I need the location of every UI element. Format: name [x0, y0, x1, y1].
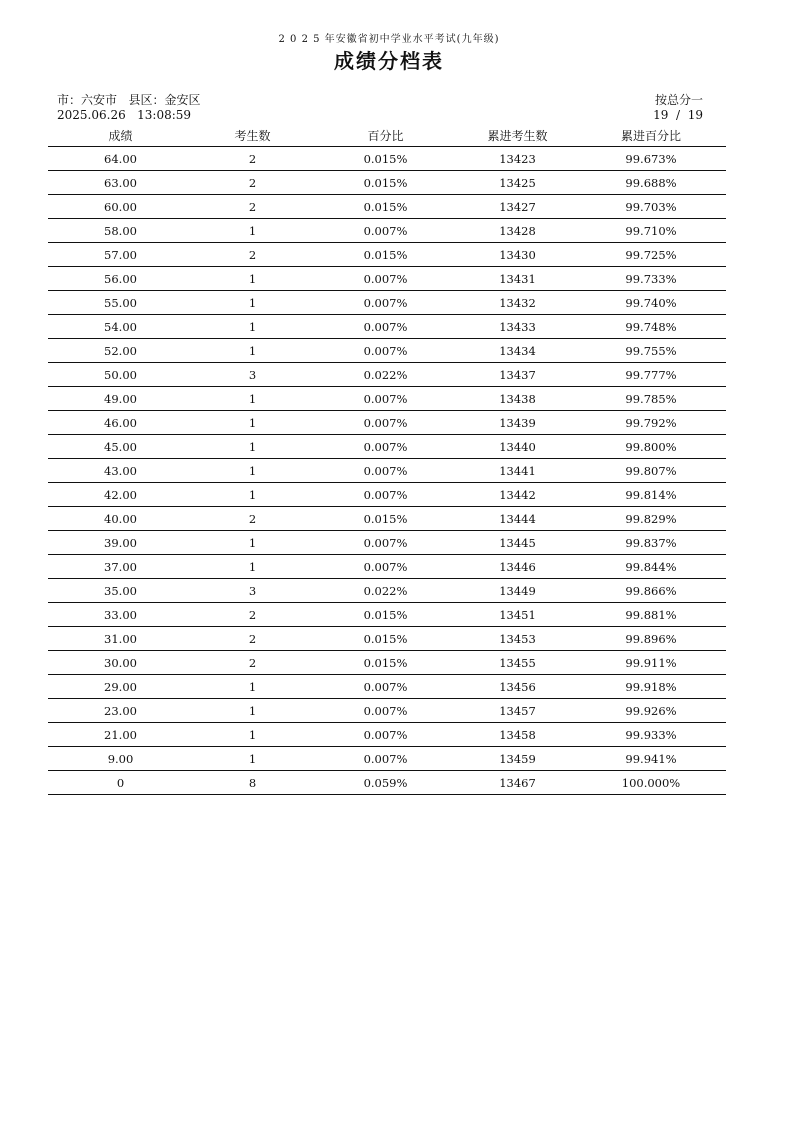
cumulative-count-cell: 13437 [459, 363, 576, 387]
percent-cell: 0.015% [312, 171, 459, 195]
cumulative-count-cell: 13445 [459, 531, 576, 555]
count-cell: 1 [193, 723, 312, 747]
score-cell: 23.00 [48, 699, 193, 723]
count-cell: 1 [193, 387, 312, 411]
cumulative-percent-cell: 100.000% [576, 771, 726, 795]
table-row [48, 387, 726, 411]
cumulative-percent-cell: 99.829% [576, 507, 726, 531]
table-row [48, 315, 726, 339]
table-header-row [48, 124, 726, 147]
percent-cell: 0.015% [312, 147, 459, 171]
cumulative-percent-cell: 99.800% [576, 435, 726, 459]
cumulative-count-cell: 13425 [459, 171, 576, 195]
cumulative-percent-cell: 99.792% [576, 411, 726, 435]
cumulative-count-cell: 13441 [459, 459, 576, 483]
score-cell: 30.00 [48, 651, 193, 675]
table-row [48, 771, 726, 795]
score-cell: 52.00 [48, 339, 193, 363]
percent-cell: 0.007% [312, 675, 459, 699]
cumulative-count-cell: 13434 [459, 339, 576, 363]
table-row [48, 339, 726, 363]
table-row [48, 747, 726, 771]
score-cell: 40.00 [48, 507, 193, 531]
count-cell: 2 [193, 507, 312, 531]
table-row [48, 723, 726, 747]
count-cell: 1 [193, 747, 312, 771]
percent-cell: 0.007% [312, 747, 459, 771]
cumulative-percent-cell: 99.918% [576, 675, 726, 699]
cumulative-count-cell: 13458 [459, 723, 576, 747]
cumulative-percent-cell: 99.807% [576, 459, 726, 483]
count-cell: 1 [193, 699, 312, 723]
table-row [48, 171, 726, 195]
percent-cell: 0.007% [312, 387, 459, 411]
cumulative-percent-cell: 99.725% [576, 243, 726, 267]
count-cell: 1 [193, 459, 312, 483]
cumulative-percent-cell: 99.896% [576, 627, 726, 651]
percent-cell: 0.007% [312, 339, 459, 363]
column-header-score: 成绩 [48, 124, 193, 147]
table-row [48, 195, 726, 219]
percent-cell: 0.007% [312, 531, 459, 555]
cumulative-count-cell: 13457 [459, 699, 576, 723]
cumulative-percent-cell: 99.941% [576, 747, 726, 771]
cumulative-percent-cell: 99.926% [576, 699, 726, 723]
count-cell: 2 [193, 627, 312, 651]
cumulative-count-cell: 13431 [459, 267, 576, 291]
count-cell: 3 [193, 579, 312, 603]
cumulative-count-cell: 13453 [459, 627, 576, 651]
percent-cell: 0.007% [312, 555, 459, 579]
score-cell: 60.00 [48, 195, 193, 219]
page-info: 19 / 19 [653, 108, 703, 122]
percent-cell: 0.007% [312, 291, 459, 315]
cumulative-percent-cell: 99.688% [576, 171, 726, 195]
count-cell: 1 [193, 315, 312, 339]
cumulative-count-cell: 13428 [459, 219, 576, 243]
cumulative-count-cell: 13467 [459, 771, 576, 795]
percent-cell: 0.015% [312, 651, 459, 675]
percent-cell: 0.007% [312, 267, 459, 291]
percent-cell: 0.007% [312, 459, 459, 483]
cumulative-count-cell: 13444 [459, 507, 576, 531]
score-cell: 63.00 [48, 171, 193, 195]
percent-cell: 0.015% [312, 195, 459, 219]
cumulative-count-cell: 13449 [459, 579, 576, 603]
count-cell: 3 [193, 363, 312, 387]
percent-cell: 0.007% [312, 435, 459, 459]
table-row [48, 243, 726, 267]
percent-cell: 0.059% [312, 771, 459, 795]
percent-cell: 0.015% [312, 243, 459, 267]
table-row [48, 147, 726, 171]
column-header-percent: 百分比 [312, 124, 459, 147]
table-row [48, 531, 726, 555]
percent-cell: 0.015% [312, 627, 459, 651]
exam-title: 2 0 2 5 年安徽省初中学业水平考试(九年级) [278, 34, 500, 45]
cumulative-count-cell: 13423 [459, 147, 576, 171]
cumulative-count-cell: 13440 [459, 435, 576, 459]
score-cell: 45.00 [48, 435, 193, 459]
sort-mode: 按总分一 [654, 93, 703, 107]
column-header-cumulative-percent: 累进百分比 [576, 124, 726, 147]
count-cell: 1 [193, 339, 312, 363]
score-cell: 46.00 [48, 411, 193, 435]
score-cell: 43.00 [48, 459, 193, 483]
count-cell: 1 [193, 219, 312, 243]
cumulative-percent-cell: 99.777% [576, 363, 726, 387]
cumulative-count-cell: 13433 [459, 315, 576, 339]
cumulative-percent-cell: 99.933% [576, 723, 726, 747]
table-row [48, 507, 726, 531]
cumulative-percent-cell: 99.740% [576, 291, 726, 315]
count-cell: 2 [193, 195, 312, 219]
score-cell: 58.00 [48, 219, 193, 243]
percent-cell: 0.007% [312, 315, 459, 339]
cumulative-count-cell: 13438 [459, 387, 576, 411]
score-cell: 54.00 [48, 315, 193, 339]
table-row [48, 411, 726, 435]
table-row [48, 627, 726, 651]
percent-cell: 0.007% [312, 483, 459, 507]
score-cell: 37.00 [48, 555, 193, 579]
count-cell: 1 [193, 531, 312, 555]
score-cell: 35.00 [48, 579, 193, 603]
count-cell: 1 [193, 411, 312, 435]
cumulative-percent-cell: 99.785% [576, 387, 726, 411]
count-cell: 8 [193, 771, 312, 795]
cumulative-percent-cell: 99.881% [576, 603, 726, 627]
cumulative-percent-cell: 99.844% [576, 555, 726, 579]
table-row [48, 651, 726, 675]
score-cell: 64.00 [48, 147, 193, 171]
column-header-count: 考生数 [193, 124, 312, 147]
percent-cell: 0.015% [312, 603, 459, 627]
table-row [48, 435, 726, 459]
cumulative-percent-cell: 99.673% [576, 147, 726, 171]
score-cell: 42.00 [48, 483, 193, 507]
count-cell: 1 [193, 267, 312, 291]
score-distribution-table [48, 124, 726, 795]
score-cell: 33.00 [48, 603, 193, 627]
count-cell: 1 [193, 555, 312, 579]
table-row [48, 267, 726, 291]
count-cell: 2 [193, 603, 312, 627]
count-cell: 1 [193, 291, 312, 315]
score-cell: 57.00 [48, 243, 193, 267]
percent-cell: 0.022% [312, 579, 459, 603]
percent-cell: 0.007% [312, 723, 459, 747]
location-info: 市：六安市 县区：金安区 [57, 93, 201, 107]
count-cell: 2 [193, 147, 312, 171]
cumulative-percent-cell: 99.703% [576, 195, 726, 219]
table-row [48, 219, 726, 243]
table-row [48, 603, 726, 627]
count-cell: 2 [193, 243, 312, 267]
score-cell: 31.00 [48, 627, 193, 651]
cumulative-percent-cell: 99.748% [576, 315, 726, 339]
percent-cell: 0.015% [312, 507, 459, 531]
cumulative-count-cell: 13430 [459, 243, 576, 267]
cumulative-count-cell: 13427 [459, 195, 576, 219]
cumulative-count-cell: 13432 [459, 291, 576, 315]
table-body [48, 147, 726, 795]
cumulative-count-cell: 13456 [459, 675, 576, 699]
count-cell: 2 [193, 171, 312, 195]
table-row [48, 579, 726, 603]
table-row [48, 699, 726, 723]
cumulative-count-cell: 13439 [459, 411, 576, 435]
percent-cell: 0.007% [312, 219, 459, 243]
score-cell: 29.00 [48, 675, 193, 699]
table-row [48, 459, 726, 483]
cumulative-percent-cell: 99.911% [576, 651, 726, 675]
percent-cell: 0.007% [312, 699, 459, 723]
column-header-cumulative-count: 累进考生数 [459, 124, 576, 147]
score-cell: 55.00 [48, 291, 193, 315]
cumulative-count-cell: 13446 [459, 555, 576, 579]
score-cell: 49.00 [48, 387, 193, 411]
score-cell: 39.00 [48, 531, 193, 555]
cumulative-count-cell: 13442 [459, 483, 576, 507]
table-row [48, 555, 726, 579]
cumulative-count-cell: 13459 [459, 747, 576, 771]
cumulative-percent-cell: 99.733% [576, 267, 726, 291]
count-cell: 2 [193, 651, 312, 675]
cumulative-count-cell: 13451 [459, 603, 576, 627]
count-cell: 1 [193, 675, 312, 699]
score-cell: 9.00 [48, 747, 193, 771]
score-cell: 50.00 [48, 363, 193, 387]
count-cell: 1 [193, 483, 312, 507]
table-row [48, 363, 726, 387]
cumulative-percent-cell: 99.710% [576, 219, 726, 243]
score-cell: 56.00 [48, 267, 193, 291]
cumulative-percent-cell: 99.837% [576, 531, 726, 555]
score-cell: 21.00 [48, 723, 193, 747]
cumulative-percent-cell: 99.866% [576, 579, 726, 603]
cumulative-count-cell: 13455 [459, 651, 576, 675]
table-row [48, 675, 726, 699]
score-cell: 0 [48, 771, 193, 795]
cumulative-percent-cell: 99.814% [576, 483, 726, 507]
table-row [48, 291, 726, 315]
percent-cell: 0.022% [312, 363, 459, 387]
table-row [48, 483, 726, 507]
document-title: 成绩分档表 [334, 49, 444, 73]
percent-cell: 0.007% [312, 411, 459, 435]
cumulative-percent-cell: 99.755% [576, 339, 726, 363]
report-datetime: 2025.06.26 13:08:59 [57, 108, 192, 122]
count-cell: 1 [193, 435, 312, 459]
